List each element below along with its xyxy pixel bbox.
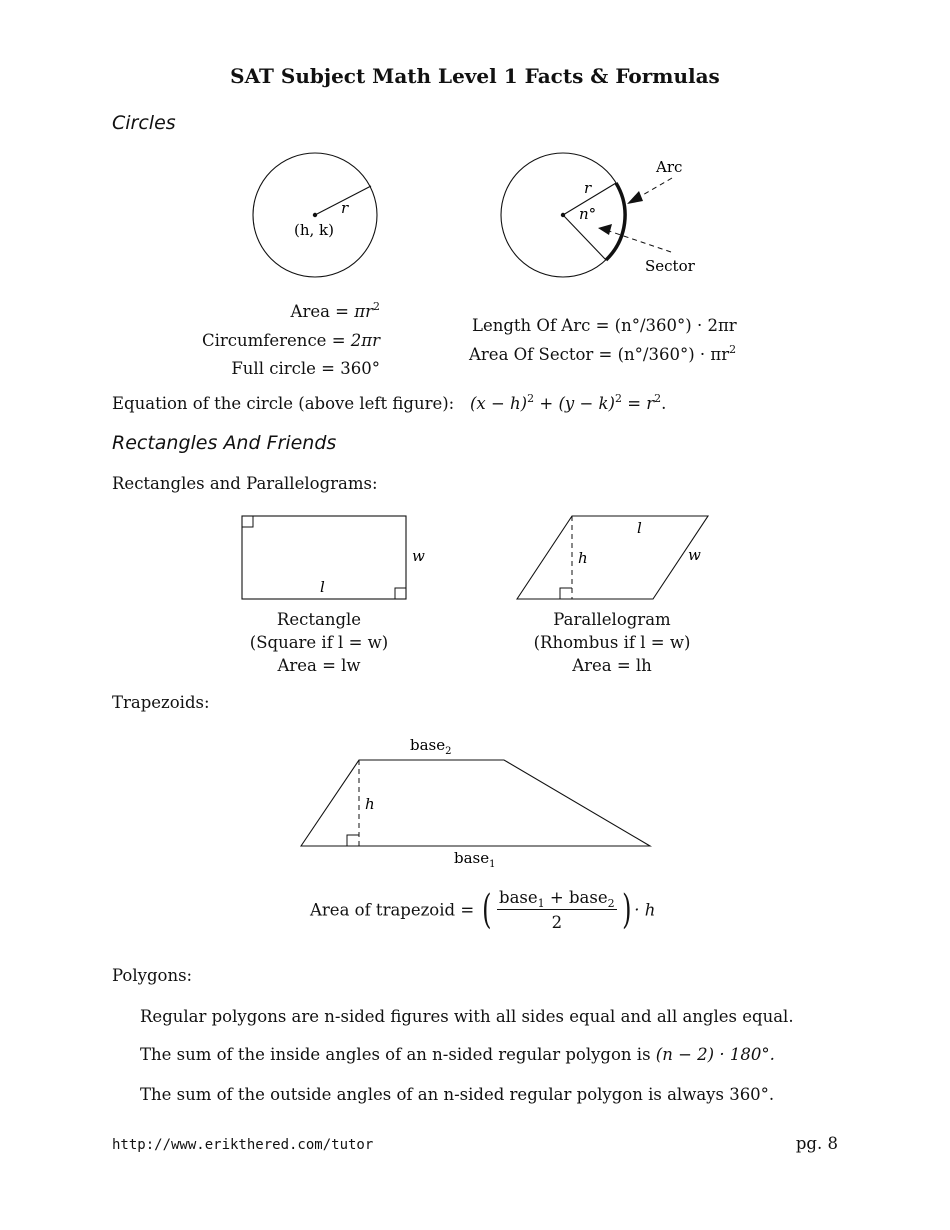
circle-equation-label: Equation of the circle (above left figure): bbox=[112, 394, 455, 413]
sector-pointer-arrowhead bbox=[598, 224, 612, 235]
circle-area-formula: Area = $\pi r^2$ bbox=[290, 300, 380, 321]
trapezoid-right-angle-mark bbox=[347, 835, 359, 846]
full-circle-fact: Full circle = 360° bbox=[231, 359, 380, 378]
rectangle-caption bbox=[219, 608, 419, 677]
circle-equation: $(x - h)^2 + (y - k)^2 = r^2$. bbox=[470, 392, 667, 413]
rectangle-figure bbox=[242, 516, 425, 599]
polygons-line-3: The sum of the outside angles of an n-sided regular polygon is always 360°. bbox=[140, 1085, 775, 1104]
rectangle-caption-area: Area = lw bbox=[277, 656, 361, 675]
arc-length-formula: Length Of Arc = (n°/360°) · 2πr bbox=[472, 316, 737, 335]
rectangle-caption-note: (Square if l = w) bbox=[249, 633, 389, 652]
trapezoid-fraction: $\frac{base_1 + base_2}{2}$ bbox=[499, 888, 615, 932]
right-angle-mark-bottom bbox=[395, 588, 406, 599]
page-title: SAT Subject Math Level 1 Facts & Formulas bbox=[230, 64, 720, 88]
radius-label: r bbox=[341, 199, 349, 217]
circle-figure-left bbox=[253, 153, 377, 277]
rectangle-caption-name: Rectangle bbox=[276, 610, 362, 629]
trap-base2-label: base$_2$ bbox=[410, 736, 452, 757]
parallelogram-caption-name: Parallelogram bbox=[553, 610, 671, 629]
footer-url[interactable]: http://www.erikthered.com/tutor bbox=[112, 1137, 374, 1153]
arc-pointer-arrowhead bbox=[627, 191, 643, 204]
arc-label: Arc bbox=[656, 158, 683, 176]
parallelogram-caption-area: Area = lh bbox=[572, 656, 652, 675]
section-heading-circles: Circles bbox=[112, 112, 176, 134]
rect-length-label: l bbox=[320, 578, 325, 596]
trap-base1-label: base$_1$ bbox=[454, 849, 496, 870]
sector-label: Sector bbox=[645, 257, 695, 275]
right-angle-mark-top bbox=[242, 516, 253, 527]
parallelogram-caption bbox=[512, 608, 712, 677]
parallelogram-figure bbox=[517, 516, 708, 599]
polygons-line-2: The sum of the inside angles of an n-sided regular polygon is (n − 2) · 180°. bbox=[140, 1045, 775, 1064]
rect-para-subheading: Rectangles and Parallelograms: bbox=[112, 474, 378, 493]
right-paren: ) bbox=[621, 887, 632, 933]
radius-label-right: r bbox=[584, 179, 592, 197]
arc-highlight bbox=[606, 183, 625, 260]
circumference-formula: Circumference = 2πr bbox=[201, 331, 380, 350]
left-paren: ( bbox=[482, 887, 492, 933]
trapezoid-figure bbox=[301, 736, 650, 870]
section-heading-rectangles: Rectangles And Friends bbox=[112, 432, 337, 454]
footer-page-number: pg. 8 bbox=[795, 1134, 838, 1153]
para-height-label: h bbox=[578, 549, 588, 567]
para-length-label: l bbox=[637, 519, 642, 537]
trapezoid-outline bbox=[301, 760, 650, 846]
trapezoids-subheading: Trapezoids: bbox=[112, 693, 210, 712]
rect-width-label: w bbox=[412, 547, 425, 565]
para-width-label: w bbox=[688, 546, 701, 564]
parallelogram-outline bbox=[517, 516, 708, 599]
parallelogram-right-angle-mark bbox=[560, 588, 572, 599]
angle-label: n° bbox=[579, 205, 597, 223]
polygons-line-1: Regular polygons are n-sided figures with all sides equal and all angles equal. bbox=[140, 1007, 794, 1026]
parallelogram-caption-note: (Rhombus if l = w) bbox=[533, 633, 691, 652]
center-label: (h, k) bbox=[294, 221, 334, 239]
trapezoid-area-formula: Area of trapezoid = ( $\frac{base_1 + base_2}{2}$ ) · h bbox=[310, 887, 656, 933]
trap-height-label: h bbox=[365, 795, 375, 813]
sector-area-formula: Area Of Sector = $(n^\circ/360^\circ) \cdot \pi r^2$ bbox=[469, 343, 737, 364]
polygons-heading: Polygons: bbox=[112, 966, 193, 985]
circle-figure-right bbox=[501, 153, 696, 277]
